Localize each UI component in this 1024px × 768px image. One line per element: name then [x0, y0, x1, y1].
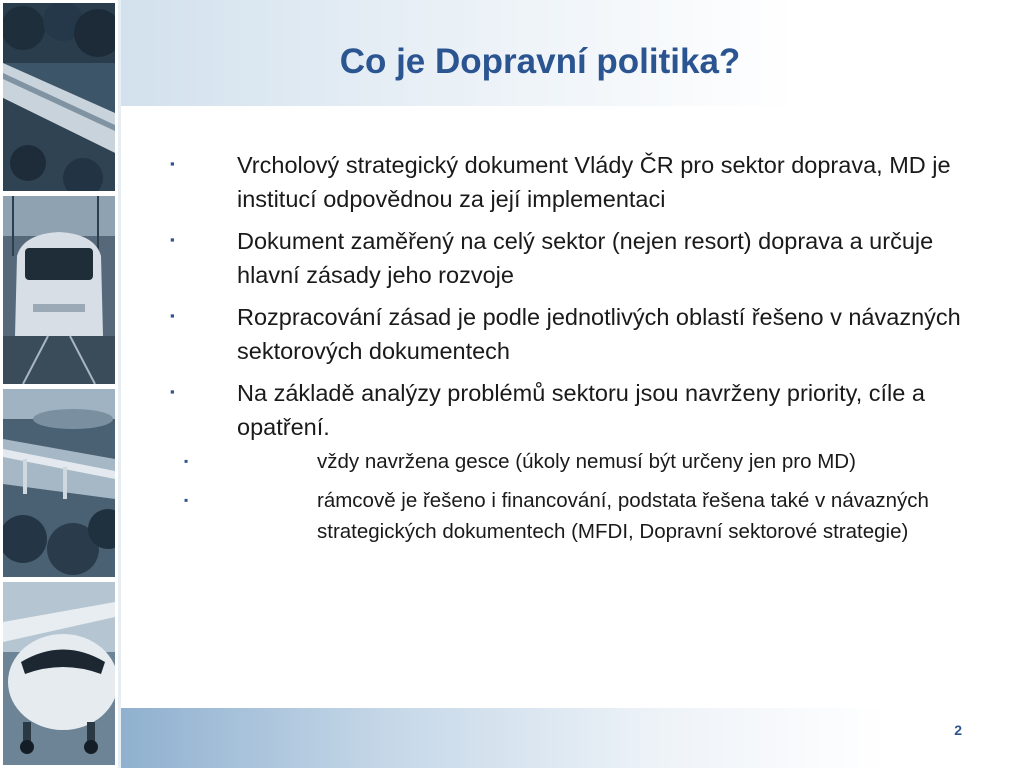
bullet-item [160, 224, 990, 292]
footer-band [121, 708, 1024, 768]
sub-bullet-item [160, 446, 990, 477]
square-bullet-icon: ▪ [184, 493, 189, 507]
square-bullet-icon: ▪ [170, 156, 175, 171]
bullet-text: Na základě analýzy problémů sektoru jsou navrženy priority, cíle a opatření. [237, 380, 925, 440]
sub-bullet-text: vždy navržena gesce (úkoly nemusí být určeny jen pro MD) [317, 450, 856, 473]
page-number: 2 [954, 722, 962, 738]
sub-bullet-list [184, 446, 990, 547]
bullet-text: Dokument zaměřený na celý sektor (nejen resort) doprava a určuje hlavní zásady jeho rozvoje [237, 228, 934, 288]
square-bullet-icon: ▪ [170, 232, 175, 247]
bullet-text: Vrcholový strategický dokument Vlády ČR pro sektor doprava, MD je institucí odpovědnou za její implementaci [237, 152, 951, 212]
highway-photo [3, 3, 115, 191]
square-bullet-icon: ▪ [170, 384, 175, 399]
square-bullet-icon: ▪ [170, 308, 175, 323]
train-photo [3, 196, 115, 384]
sub-bullet-text: rámcově je řešeno i financování, podstata řešena také v návazných strategických dokumentech (MFDI, Dopravní sektorové strategie) [317, 489, 929, 543]
bullet-list [160, 148, 990, 555]
bullet-item [160, 376, 990, 547]
bullet-item [160, 300, 990, 368]
bullet-item [160, 148, 990, 216]
sub-bullet-item [160, 485, 990, 547]
slide-title: Co je Dopravní politika? [339, 42, 741, 81]
photo-strip [0, 0, 121, 768]
bullet-text: Rozpracování zásad je podle jednotlivých oblastí řešeno v návazných sektorových dokumentech [237, 304, 961, 364]
bridge-photo [3, 389, 115, 577]
square-bullet-icon: ▪ [184, 454, 189, 468]
airplane-photo [3, 582, 115, 765]
